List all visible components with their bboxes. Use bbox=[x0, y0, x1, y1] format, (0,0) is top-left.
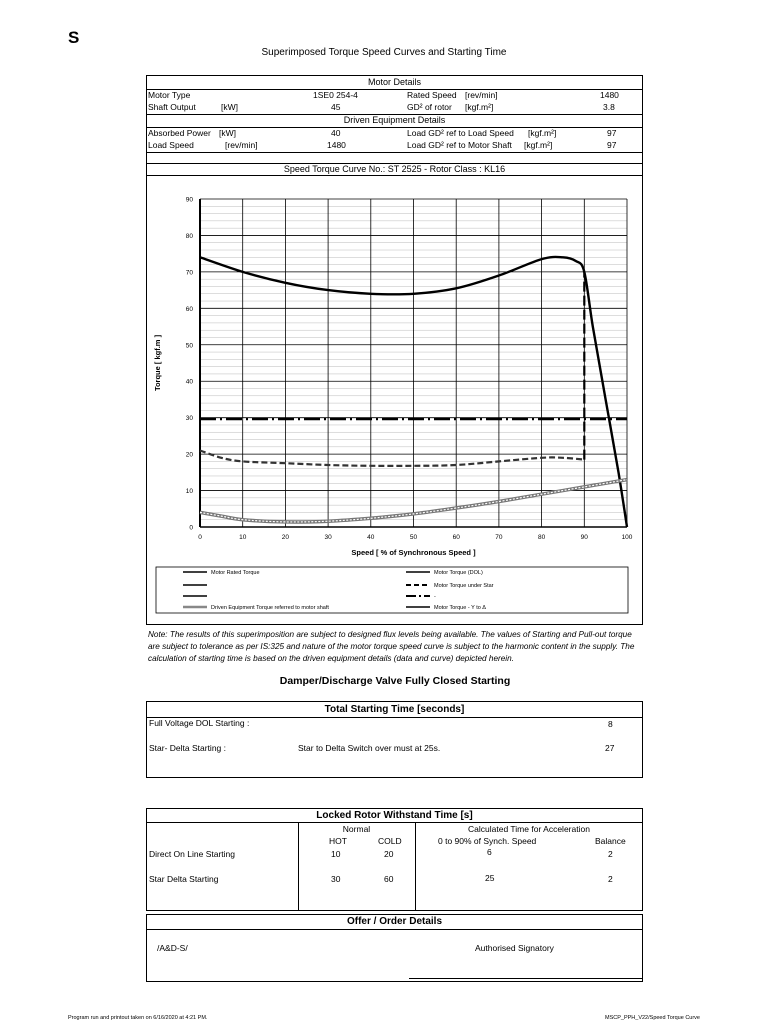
dol-row-label: Direct On Line Starting bbox=[149, 849, 235, 859]
absorbed-power-unit: [kW] bbox=[219, 128, 236, 138]
x-tick-label: 80 bbox=[537, 534, 546, 541]
starting-time-box bbox=[146, 701, 643, 778]
dol-row-balance: 2 bbox=[608, 849, 613, 859]
x-tick-label: 70 bbox=[495, 534, 503, 541]
gd2-rotor-value: 3.8 bbox=[603, 102, 615, 112]
footer-left: Program run and printout taken on 6/16/2020 at 4:21 PM. bbox=[68, 1015, 208, 1021]
x-tick-label: 20 bbox=[281, 534, 290, 541]
shaft-output-unit: [kW] bbox=[221, 102, 238, 112]
gd2-rotor-unit: [kgf.m²] bbox=[465, 102, 494, 112]
x-tick-label: 10 bbox=[239, 534, 247, 541]
series-motor-torque-under-star bbox=[200, 451, 584, 466]
sd-row-cold: 60 bbox=[384, 874, 394, 884]
motor-details-heading: Motor Details bbox=[367, 77, 421, 87]
legend-label: - bbox=[434, 594, 436, 600]
x-tick-label: 60 bbox=[452, 534, 460, 541]
offer-heading: Offer / Order Details bbox=[346, 916, 443, 927]
load-gd2-speed-label: Load GD² ref to Load Speed bbox=[407, 128, 514, 138]
load-gd2-speed-unit: [kgf.m²] bbox=[528, 128, 557, 138]
y-tick-label: 60 bbox=[185, 305, 193, 313]
brand-logo: S bbox=[68, 28, 80, 47]
load-speed-row bbox=[147, 139, 642, 151]
load-gd2-shaft-label: Load GD² ref to Motor Shaft bbox=[407, 140, 512, 150]
sd-row-label: Star Delta Starting bbox=[149, 874, 219, 884]
load-speed-label: Load Speed bbox=[148, 140, 194, 150]
y-axis-label: Torque [ kgf.m ] bbox=[153, 334, 162, 392]
note-text: Note: The results of this superimposition are subject to designed flux levels being available. The values of Starting and Pull-out torque are subject to tolerance as per IS:325 and nature of the motor torque speed curve is subject to the harmonic content in the supply. The calculation of starting time is based on the driven equipment details (data and curve) depicted herein. bbox=[148, 630, 635, 663]
load-gd2-speed-value: 97 bbox=[607, 128, 617, 138]
x-tick-label: 100 bbox=[621, 534, 633, 541]
rated-speed-unit: [rev/min] bbox=[465, 90, 498, 100]
signature-line bbox=[409, 978, 643, 979]
normal-label: Normal bbox=[342, 824, 371, 834]
motor-type-row bbox=[147, 89, 642, 101]
starting-time-heading: Total Starting Time [seconds] bbox=[324, 704, 465, 715]
legend-label: Driven Equipment Torque referred to motor shaft bbox=[211, 605, 329, 611]
rated-speed-label: Rated Speed bbox=[407, 90, 457, 100]
calc-time-label: Calculated Time for Acceleration bbox=[468, 824, 590, 834]
offer-box bbox=[146, 914, 643, 982]
sd-starting-label: Star- Delta Starting : bbox=[149, 743, 227, 753]
absorbed-power-value: 40 bbox=[331, 128, 341, 138]
y-tick-label: 80 bbox=[185, 232, 193, 240]
dol-row-cold: 20 bbox=[384, 849, 394, 859]
dol-starting-value: 8 bbox=[608, 719, 613, 729]
legend-label: Motor Torque under Star bbox=[434, 583, 494, 589]
gd2-rotor-label: GD² of rotor bbox=[407, 102, 452, 112]
y-tick-label: 30 bbox=[185, 415, 193, 423]
legend-label: Motor Torque (DOL) bbox=[434, 570, 483, 576]
document-title: Superimposed Torque Speed Curves and Starting Time bbox=[261, 47, 507, 58]
locked-rotor-heading: Locked Rotor Withstand Time [s] bbox=[316, 810, 473, 821]
offer-ref: /A&D-S/ bbox=[157, 943, 188, 953]
sd-switch-note: Star to Delta Switch over must at 25s. bbox=[298, 743, 441, 753]
shaft-output-value: 45 bbox=[331, 102, 341, 112]
sd-row-balance: 2 bbox=[608, 874, 613, 884]
hot-label: HOT bbox=[329, 836, 347, 846]
shaft-output-row bbox=[147, 101, 642, 113]
sd-row-hot: 30 bbox=[331, 874, 341, 884]
balance-label: Balance bbox=[595, 836, 626, 846]
dol-starting-label: Full Voltage DOL Starting : bbox=[149, 718, 250, 728]
x-tick-label: 0 bbox=[198, 534, 202, 541]
x-tick-label: 50 bbox=[409, 534, 418, 541]
load-gd2-shaft-unit: [kgf.m²] bbox=[524, 140, 553, 150]
y-tick-label: 90 bbox=[185, 196, 193, 204]
starting-condition: Damper/Discharge Valve Fully Closed Starting bbox=[279, 675, 511, 687]
y-tick-label: 20 bbox=[185, 451, 193, 459]
y-tick-label: 70 bbox=[185, 269, 193, 277]
legend-label: Motor Torque - Y to Δ bbox=[434, 605, 486, 611]
load-speed-value: 1480 bbox=[327, 140, 346, 150]
shaft-output-label: Shaft Output bbox=[148, 102, 196, 112]
x-tick-label: 30 bbox=[324, 534, 332, 541]
dol-row-accel: 6 bbox=[487, 847, 492, 857]
authorised-signatory: Authorised Signatory bbox=[475, 943, 554, 953]
y-tick-label: 10 bbox=[185, 488, 193, 496]
dol-row-hot: 10 bbox=[331, 849, 341, 859]
y-tick-label: 50 bbox=[185, 342, 193, 350]
x-tick-label: 90 bbox=[580, 534, 588, 541]
x-axis-label: Speed [ % of Synchronous Speed ] bbox=[351, 548, 476, 557]
torque-speed-chart bbox=[147, 176, 642, 624]
x-tick-label: 40 bbox=[367, 534, 375, 541]
absorbed-power-label: Absorbed Power bbox=[148, 128, 211, 138]
footer-right: MSCP_PPH_V22/Speed Torque Curve bbox=[605, 1015, 700, 1021]
locked-rotor-box bbox=[146, 808, 643, 911]
motor-type-label: Motor Type bbox=[148, 90, 191, 100]
chart-box bbox=[146, 175, 643, 625]
load-gd2-shaft-value: 97 bbox=[607, 140, 617, 150]
motor-type-value: 1SE0 254-4 bbox=[313, 90, 358, 100]
curve-heading: Speed Torque Curve No.: ST 2525 - Rotor Class : KL16 bbox=[283, 164, 506, 174]
absorbed-power-row bbox=[147, 127, 642, 139]
load-speed-unit: [rev/min] bbox=[225, 140, 258, 150]
details-box bbox=[146, 75, 643, 176]
sd-row-accel: 25 bbox=[485, 873, 495, 883]
accel-label: 0 to 90% of Synch. Speed bbox=[438, 836, 537, 846]
y-tick-label: 0 bbox=[189, 524, 193, 532]
cold-label: COLD bbox=[378, 836, 402, 846]
legend-label: Motor Rated Torque bbox=[211, 570, 260, 576]
sd-starting-value: 27 bbox=[605, 743, 615, 753]
rated-speed-value: 1480 bbox=[600, 90, 619, 100]
driven-equipment-heading: Driven Equipment Details bbox=[343, 115, 446, 125]
y-tick-label: 40 bbox=[185, 378, 193, 386]
